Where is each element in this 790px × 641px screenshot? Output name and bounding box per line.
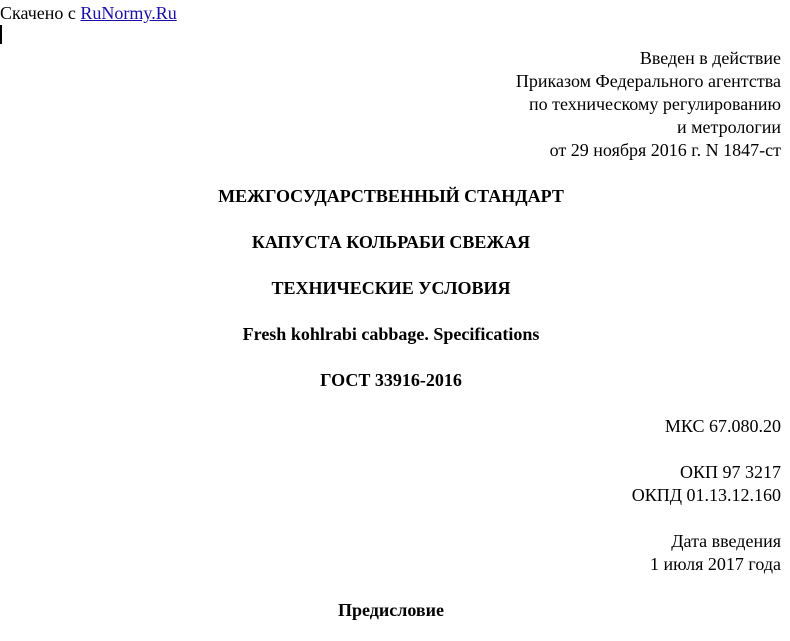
enactment-line-3: по техническому регулированию [528,94,781,114]
text-cursor [0,25,2,44]
gost-number: ГОСТ 33916-2016 [320,370,462,390]
download-note-prefix: Скачено с [0,3,81,23]
standard-type-heading: МЕЖГОСУДАРСТВЕННЫЙ СТАНДАРТ [218,186,564,206]
runormy-link[interactable]: RuNormy.Ru [80,3,177,23]
mks-code: МКС 67.080.20 [664,416,781,436]
okp-code: ОКП 97 3217 [679,462,781,482]
foreword-heading: Предисловие [338,600,444,620]
enactment-line-2: Приказом Федерального агентства [515,71,781,91]
standard-subtitle: ТЕХНИЧЕСКИЕ УСЛОВИЯ [271,278,511,298]
introduction-date: 1 июля 2017 года [650,554,781,574]
introduction-date-label: Дата введения [671,531,781,551]
english-name: Fresh kohlrabi cabbage. Specifications [242,324,540,344]
enactment-line-1: Введен в действие [639,48,781,68]
standard-name-heading: КАПУСТА КОЛЬРАБИ СВЕЖАЯ [251,232,531,252]
download-note [0,2,177,24]
okpd-code: ОКПД 01.13.12.160 [631,485,781,505]
enactment-line-5: от 29 ноября 2016 г. N 1847-ст [549,140,781,160]
enactment-line-4: и метрологии [677,117,781,137]
